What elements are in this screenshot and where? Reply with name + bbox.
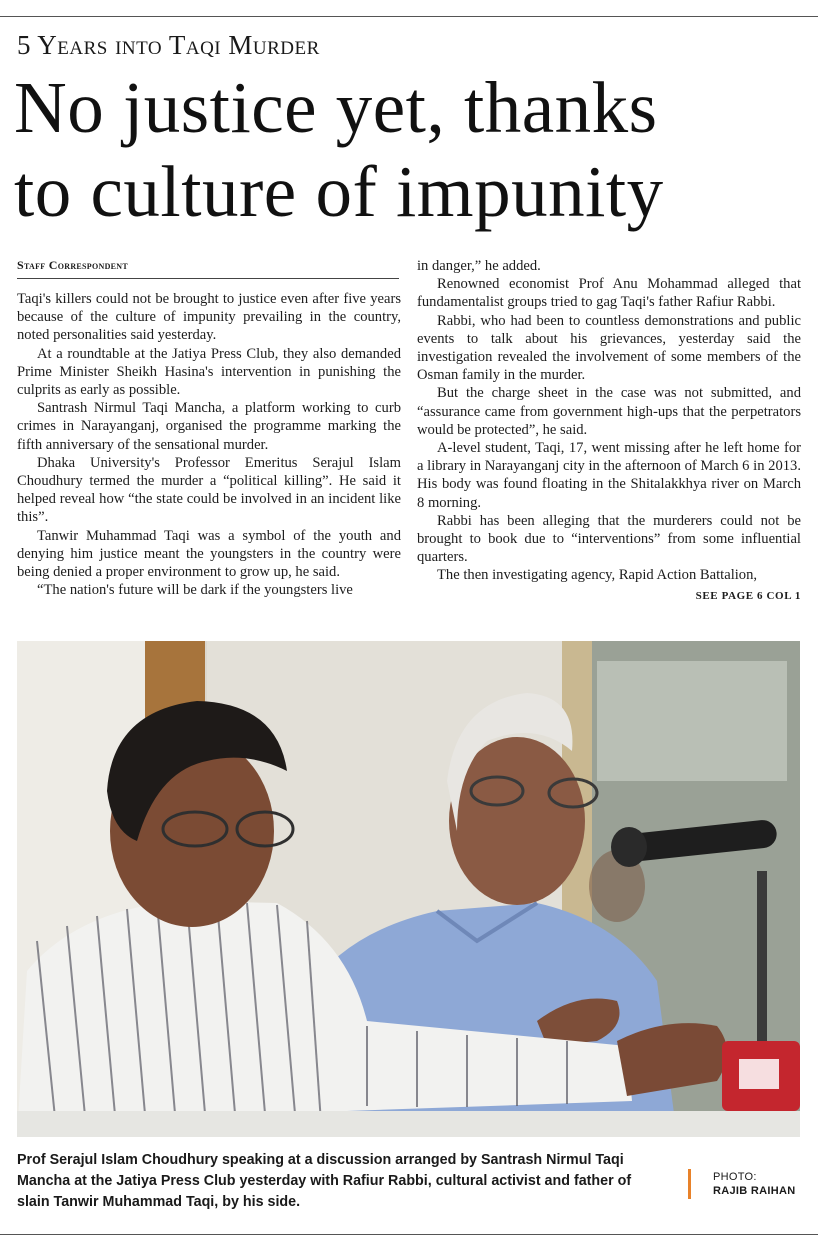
credit-name: RAJIB RAIHAN xyxy=(713,1185,796,1197)
paragraph: At a roundtable at the Jatiya Press Club, they also demanded Prime Minister Sheikh Hasina's intervention in punishing the culprits as early as possible. xyxy=(17,345,401,399)
credit-accent-bar xyxy=(688,1169,691,1199)
headline-line-2: to culture of impunity xyxy=(14,151,664,232)
paragraph: Tanwir Muhammad Taqi was a symbol of the youth and denying him justice meant the youngsters in the country were being denied a proper environment to grow up, he said. xyxy=(17,527,401,581)
credit-label: PHOTO: xyxy=(713,1171,757,1183)
paragraph: Rabbi has been alleging that the murderers could not be brought to book due to “interventions” from some influential quarters. xyxy=(417,512,801,566)
top-rule xyxy=(0,16,818,17)
bottom-rule xyxy=(0,1234,818,1235)
paragraph: Renowned economist Prof Anu Mohammad alleged that fundamentalist groups tried to gag Taqi's father Rafiur Rabbi. xyxy=(417,276,801,311)
byline: Staff Correspondent xyxy=(17,258,399,279)
paragraph: The then investigating agency, Rapid Action Battalion, xyxy=(437,567,758,584)
paragraph: “The nation's future will be dark if the youngsters live xyxy=(37,582,353,599)
photo-caption: Prof Serajul Islam Choudhury speaking at a discussion arranged by Santrash Nirmul Taqi Mancha at the Jatiya Press Club yesterday with Rafiur Rabbi, cultural activist and father of slain Tanwir Muhammad Taqi, by his side. xyxy=(17,1152,632,1210)
news-photo xyxy=(17,641,800,1137)
paragraph: Dhaka University's Professor Emeritus Serajul Islam Choudhury termed the murder a “political killing”. He said it helped reveal how “the state could be involved in an incident like this”. xyxy=(17,454,401,526)
article-column-1 xyxy=(17,290,401,599)
paragraph: But the charge sheet in the case was not submitted, and “assurance came from government high-ups that the perpetrators would be protected”, he said. xyxy=(417,385,801,438)
article-column-2 xyxy=(417,257,801,605)
paragraph: in danger,” he added. xyxy=(417,258,541,274)
paragraph: A-level student, Taqi, 17, went missing after he left home for a library in Narayanganj city in the afternoon of March 6 in 2013. His body was found floating in the Shitalakkhya river on March 8 morning. xyxy=(417,440,801,511)
photo-illustration xyxy=(17,641,800,1137)
paragraph: Taqi's killers could not be brought to justice even after five years because of the culture of impunity prevailing in the country, noted personalities said yesterday. xyxy=(17,291,401,344)
paragraph: Santrash Nirmul Taqi Mancha, a platform working to curb crimes in Narayanganj, organised the programme marking the fifth anniversary of the sensational murder. xyxy=(17,400,401,453)
paragraph: Rabbi, who had been to countless demonstrations and public events to talk about his grievances, yesterday said the investigation revealed the involvement of some members of the Osman family in the murder. xyxy=(417,312,801,384)
jump-line[interactable]: SEE PAGE 6 COL 1 xyxy=(695,589,801,602)
kicker: 5 Years into Taqi Murder xyxy=(17,30,320,60)
headline-line-1: No justice yet, thanks xyxy=(14,67,658,148)
headline xyxy=(14,66,804,234)
photo-credit xyxy=(713,1170,795,1198)
